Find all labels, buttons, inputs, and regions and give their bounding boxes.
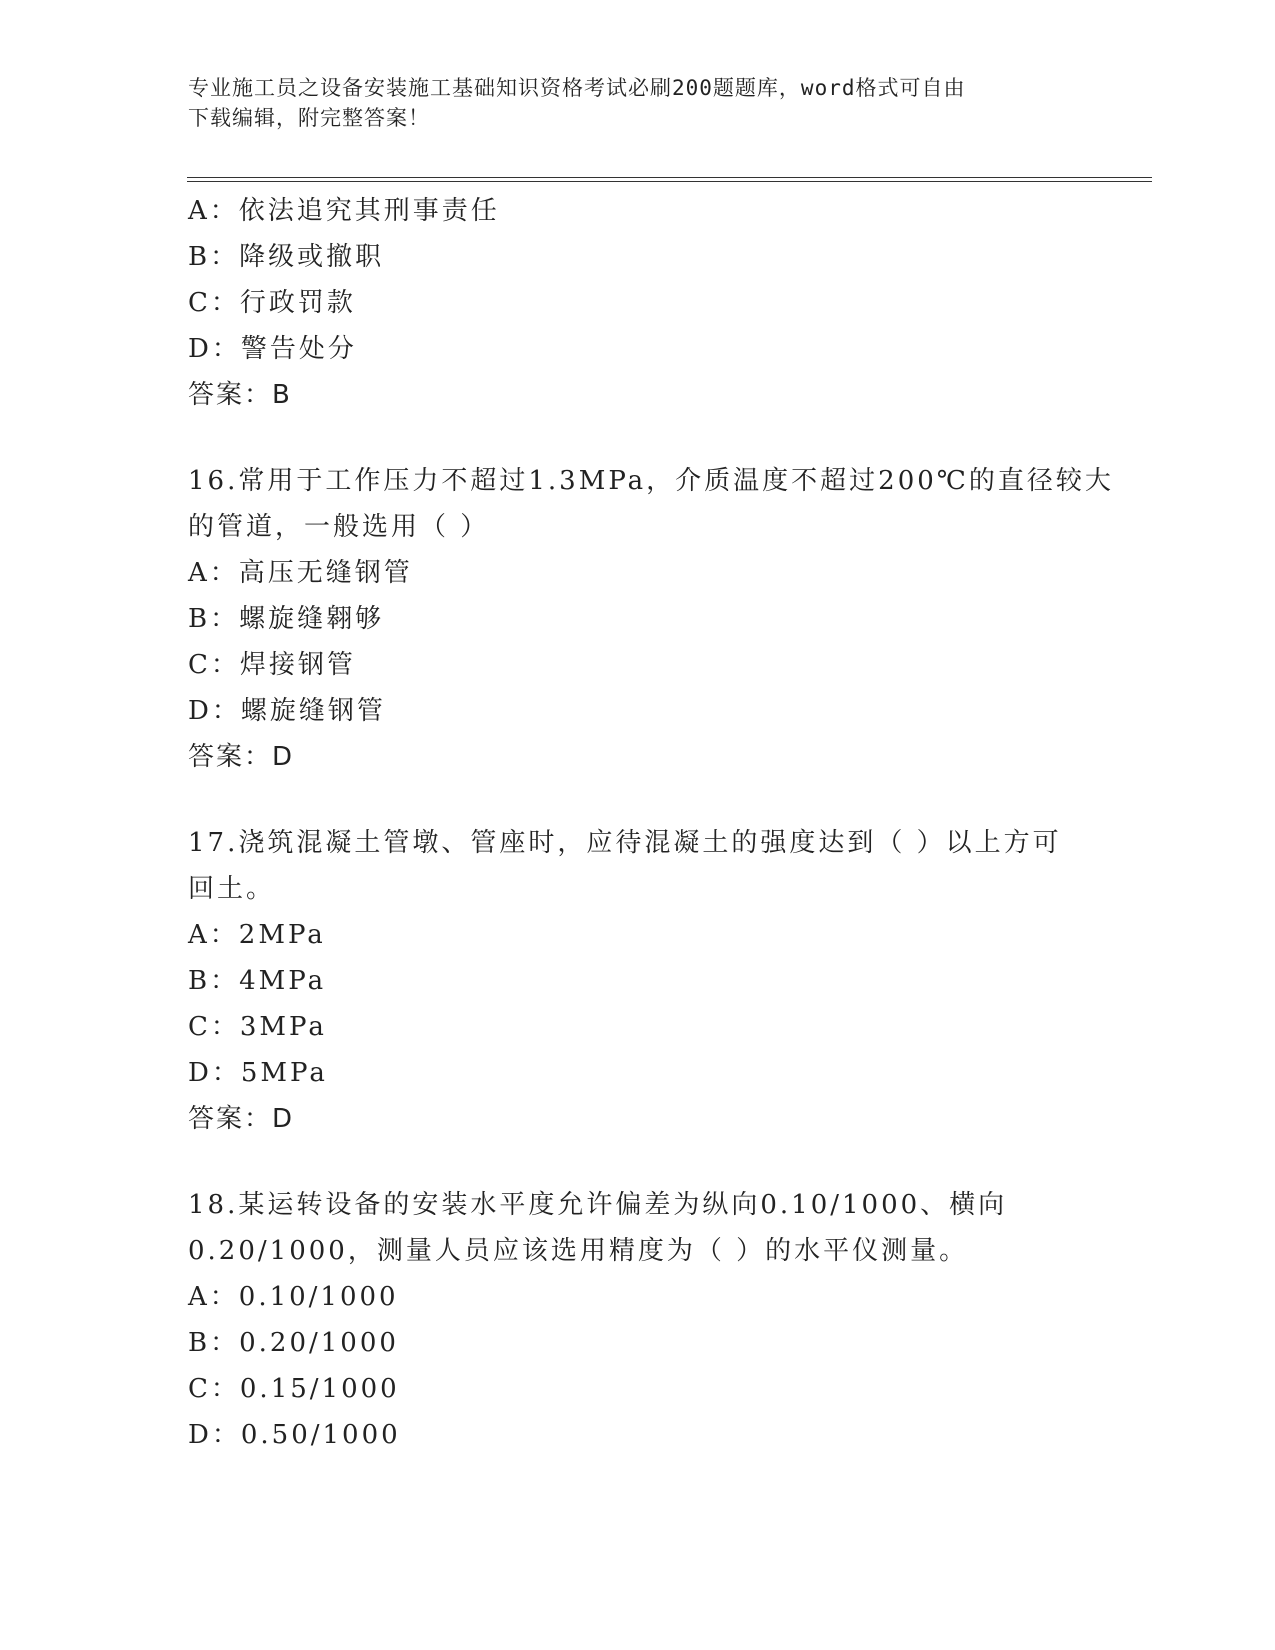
spacer (188, 1142, 1088, 1182)
option-a: A：依法追究其刑事责任 (188, 196, 500, 226)
question-list (188, 188, 1114, 1458)
option-b: B：降级或撤职 (188, 242, 385, 272)
header-divider-bottom (187, 181, 1152, 182)
question-block-17 (188, 820, 1088, 1142)
option-c: C：3MPa (188, 1012, 327, 1042)
answer-line: 答案：D (188, 1104, 295, 1134)
header-divider-top (187, 177, 1152, 178)
question-stem-line-2: 的管道，一般选用（ ） (188, 512, 490, 542)
answer-line: 答案：B (188, 380, 292, 410)
option-d: D：0.50/1000 (188, 1420, 401, 1450)
option-b: B：螺旋缝翱够 (188, 604, 385, 634)
question-stem-line-1: 17.浇筑混凝土管墩、管座时，应待混凝土的强度达到（ ）以上方可 (188, 828, 1062, 858)
question-block-18 (188, 1182, 1088, 1458)
option-b: B：4MPa (188, 966, 327, 996)
question-stem-line-2: 0.20/1000，测量人员应该选用精度为（ ）的水平仪测量。 (188, 1236, 969, 1266)
option-d: D：警告处分 (188, 334, 357, 364)
header-title-line-1: 专业施工员之设备安装施工基础知识资格考试必刷200题题库，word格式可自由 (188, 76, 966, 100)
option-c: C：焊接钢管 (188, 650, 356, 680)
question-stem-line-1: 18.某运转设备的安装水平度允许偏差为纵向0.10/1000、横向 (188, 1190, 1008, 1220)
question-block-16 (188, 458, 1114, 780)
option-c: C：行政罚款 (188, 288, 356, 318)
option-b: B：0.20/1000 (188, 1328, 399, 1358)
option-a: A：高压无缝钢管 (188, 558, 413, 588)
option-d: D：5MPa (188, 1058, 328, 1088)
option-a: A：0.10/1000 (188, 1282, 399, 1312)
header-title-line-2: 下载编辑，附完整答案！ (188, 106, 430, 130)
option-a: A：2MPa (188, 920, 326, 950)
question-stem-line-1: 16.常用于工作压力不超过1.3MPa，介质温度不超过200℃的直径较大 (188, 466, 1114, 496)
document-header (188, 73, 1068, 133)
spacer (188, 418, 1088, 458)
spacer (188, 780, 1088, 820)
option-d: D：螺旋缝钢管 (188, 696, 386, 726)
question-stem-line-2: 回土。 (188, 874, 276, 904)
answer-line: 答案：D (188, 742, 295, 772)
option-c: C：0.15/1000 (188, 1374, 400, 1404)
question-block-15 (188, 188, 1088, 418)
